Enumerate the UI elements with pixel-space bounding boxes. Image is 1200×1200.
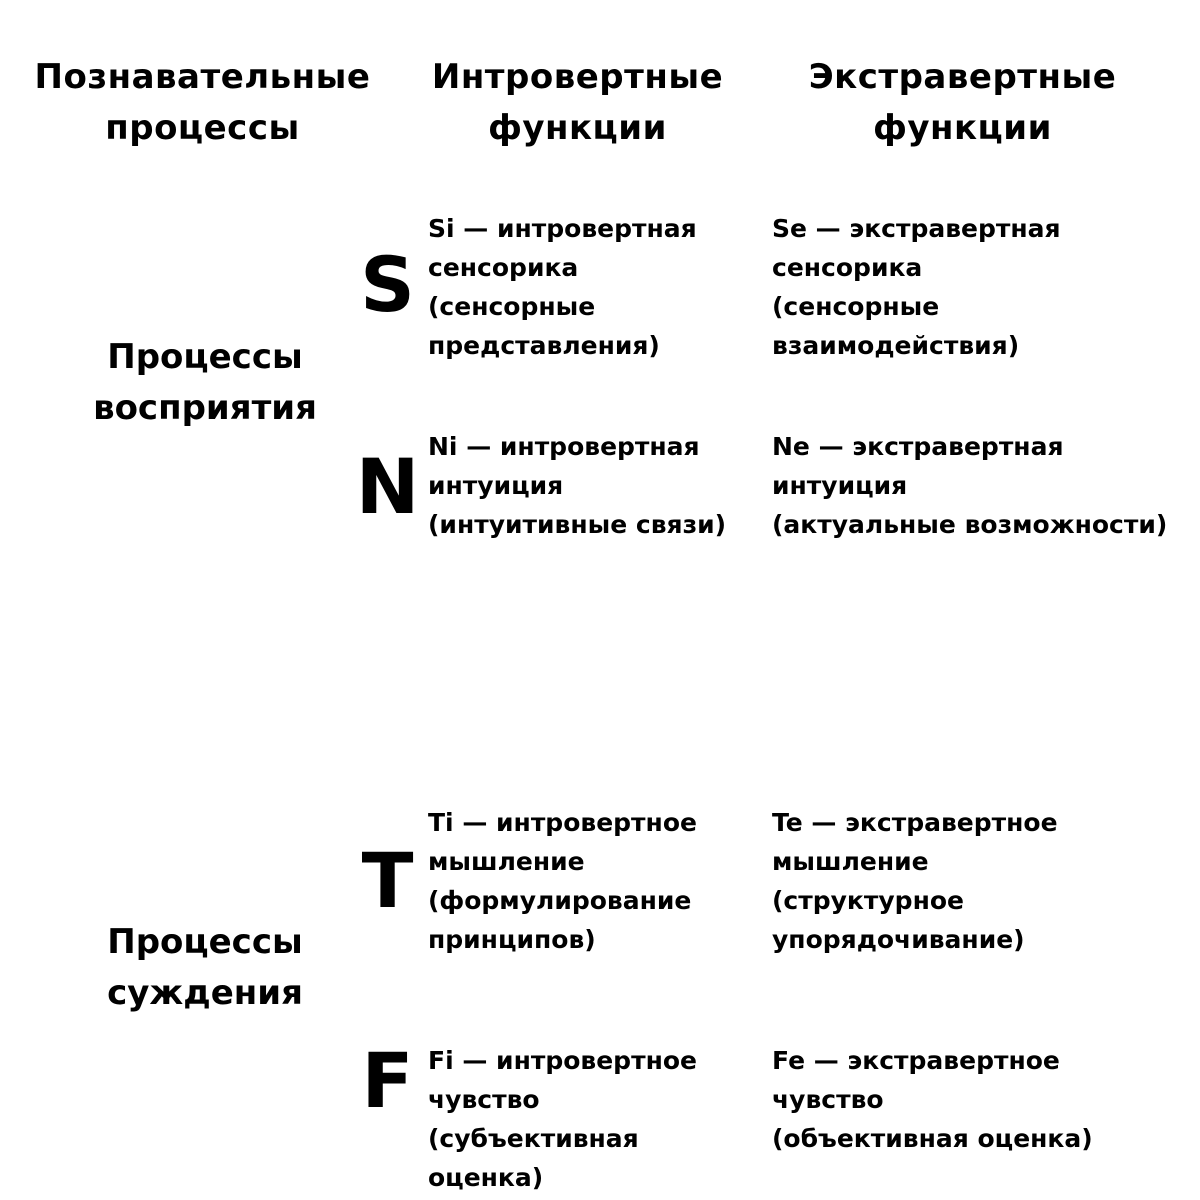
function-line: мышление (772, 847, 929, 876)
function-line: (интуитивные связи) (428, 510, 727, 539)
function-line: Ti — интровертное (428, 808, 697, 837)
function-line: упорядочивание) (772, 925, 1025, 954)
function-line: Ni — интровертная (428, 432, 700, 461)
function-line: оценка) (428, 1163, 544, 1192)
group-line: восприятия (93, 388, 317, 428)
group-line: Процессы (107, 337, 303, 377)
header-line: функции (873, 108, 1052, 148)
header-line: Познавательные (34, 57, 371, 97)
function-ne (772, 427, 1167, 544)
function-line: (сенсорные (428, 292, 596, 321)
function-line: Fi — интровертное (428, 1046, 697, 1075)
header-line: Интровертные (431, 57, 724, 97)
function-line: сенсорика (772, 253, 923, 282)
function-te (772, 803, 1058, 959)
function-fe (772, 1041, 1093, 1158)
letter-t: T (361, 836, 414, 925)
function-line: мышление (428, 847, 585, 876)
function-line: (субъективная (428, 1124, 639, 1153)
function-line: (актуальные возможности) (772, 510, 1168, 539)
letter-f: F (361, 1036, 414, 1125)
header-extraverted-functions (775, 52, 1150, 154)
function-line: Ne — экстравертная (772, 432, 1064, 461)
function-line: (формулирование (428, 886, 692, 915)
function-line: (объективная оценка) (772, 1124, 1093, 1153)
function-line: принципов) (428, 925, 596, 954)
function-line: интуиция (428, 471, 564, 500)
function-fi (428, 1041, 697, 1197)
function-line: интуиция (772, 471, 908, 500)
function-line: Te — экстравертное (772, 808, 1058, 837)
group-perception-processes (60, 332, 350, 434)
group-line: Процессы (107, 922, 303, 962)
function-line: взаимодействия) (772, 331, 1020, 360)
function-line: чувство (428, 1085, 540, 1114)
letter-s: S (360, 240, 415, 329)
letter-n: N (355, 442, 420, 531)
function-ti (428, 803, 697, 959)
header-line: процессы (105, 108, 300, 148)
function-line: Fe — экстравертное (772, 1046, 1060, 1075)
group-line: суждения (107, 973, 303, 1013)
header-line: функции (488, 108, 667, 148)
function-line: сенсорика (428, 253, 579, 282)
function-se (772, 209, 1061, 365)
header-introverted-functions (405, 52, 750, 154)
function-line: (сенсорные (772, 292, 940, 321)
header-cognitive-processes (10, 52, 395, 154)
function-line: (структурное (772, 886, 964, 915)
function-ni (428, 427, 726, 544)
header-line: Экстравертные (808, 57, 1117, 97)
group-judgment-processes (60, 917, 350, 1019)
function-si (428, 209, 697, 365)
function-line: Se — экстравертная (772, 214, 1061, 243)
function-line: Si — интровертная (428, 214, 697, 243)
function-line: представления) (428, 331, 660, 360)
function-line: чувство (772, 1085, 884, 1114)
